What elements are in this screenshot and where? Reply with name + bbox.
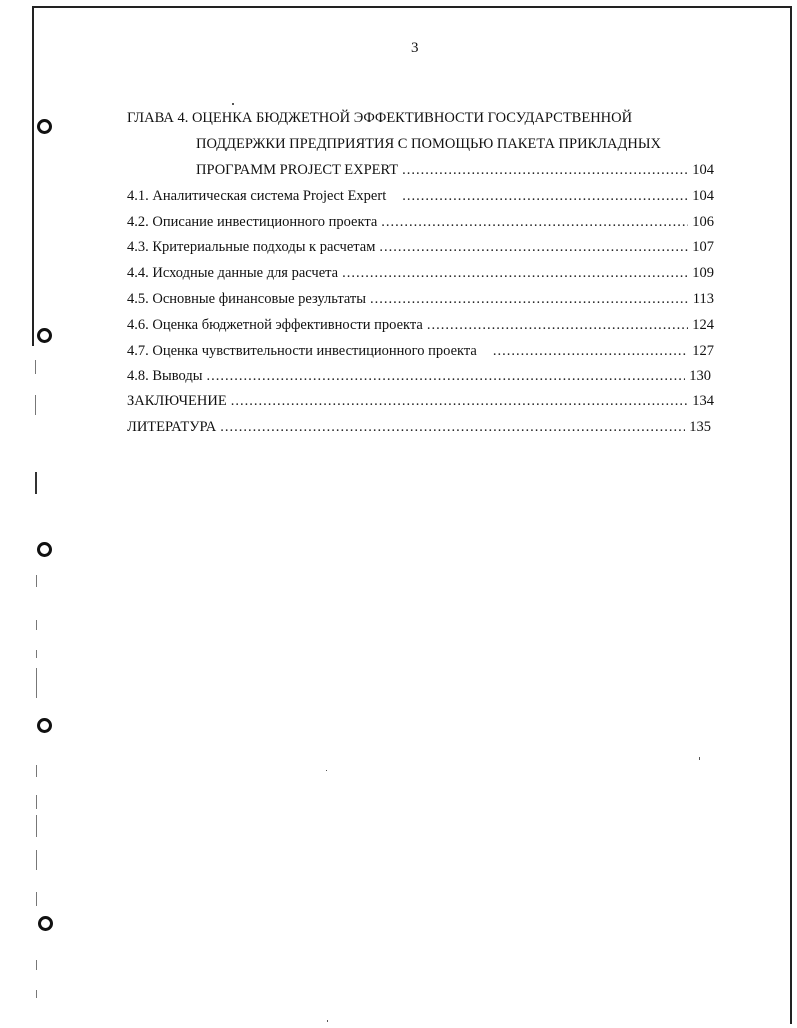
toc-entry-title: 4.5. Основные финансовые результаты (127, 291, 366, 307)
leader-dots (220, 418, 685, 436)
chapter-title-text: ПРОГРАММ PROJECT EXPERT (196, 162, 399, 178)
scan-mark (36, 668, 37, 698)
scan-mark (36, 620, 37, 630)
scan-mark (36, 960, 37, 970)
scan-mark (35, 360, 36, 374)
toc-entry-page: 127 (692, 343, 714, 359)
punch-hole-icon (37, 718, 52, 733)
toc-entry (127, 342, 714, 360)
toc-entry-title: 4.6. Оценка бюджетной эффективности проекта (127, 317, 423, 333)
scan-mark (36, 795, 37, 809)
toc-entry-page: 130 (689, 368, 711, 384)
toc-entry-page: 109 (692, 265, 714, 281)
toc-entry (127, 392, 714, 410)
toc-entry (127, 187, 714, 205)
toc-entry-title: 4.7. Оценка чувствительности инвестиционного проекта (127, 343, 477, 359)
toc-entry-title: 4.8. Выводы (127, 368, 203, 384)
scan-mark (35, 472, 37, 494)
toc-entry (127, 418, 711, 436)
toc-entry-page: 107 (692, 239, 714, 255)
scan-border-left (32, 6, 34, 346)
chapter-title-line-1: ГЛАВА 4. ОЦЕНКА БЮДЖЕТНОЙ ЭФФЕКТИВНОСТИ ГОСУДАРСТВЕННОЙ (127, 110, 633, 126)
chapter-title-line-3 (196, 161, 714, 179)
scan-mark (36, 765, 37, 777)
toc-entry (127, 238, 714, 256)
toc-entry-title: ЛИТЕРАТУРА (127, 419, 217, 435)
punch-hole-icon (37, 542, 52, 557)
toc-entry (127, 316, 714, 334)
punch-hole-icon (38, 916, 53, 931)
scan-mark (36, 990, 37, 998)
toc-entry-title: 4.2. Описание инвестиционного проекта (127, 214, 378, 230)
toc-entry (127, 367, 711, 385)
scan-mark (36, 892, 37, 906)
leader-dots (379, 238, 688, 256)
page-number: 3 (411, 40, 419, 56)
chapter-page-number: 104 (692, 162, 714, 178)
toc-entry-page: 124 (692, 317, 714, 333)
toc-entry-page: 104 (692, 188, 714, 204)
chapter-title-line-2: ПОДДЕРЖКИ ПРЕДПРИЯТИЯ С ПОМОЩЬЮ ПАКЕТА ПРИКЛАДНЫХ (196, 136, 662, 152)
toc-entry (127, 290, 714, 308)
leader-dots (427, 316, 688, 334)
leader-dots (370, 290, 689, 308)
toc-entry-page: 135 (689, 419, 711, 435)
scan-border-right (790, 6, 792, 1024)
punch-hole-icon (37, 119, 52, 134)
scan-mark (36, 575, 37, 587)
scan-mark (36, 650, 37, 658)
scan-mark (35, 395, 36, 415)
toc-entry-title: 4.1. Аналитическая система Project Expert (127, 188, 387, 204)
toc-entry-page: 113 (692, 291, 714, 307)
scan-mark (36, 815, 37, 837)
toc-entry-title: 4.3. Критериальные подходы к расчетам (127, 239, 376, 255)
leader-dots (402, 161, 688, 179)
leader-dots (493, 342, 688, 360)
leader-dots (231, 392, 689, 410)
leader-dots (381, 213, 688, 231)
scan-speck (232, 103, 234, 105)
leader-dots (342, 264, 688, 282)
toc-entry (127, 213, 714, 231)
toc-entry-title: ЗАКЛЮЧЕНИЕ (127, 393, 227, 409)
leader-dots (207, 367, 686, 385)
punch-hole-icon (37, 328, 52, 343)
scan-speck (327, 1020, 328, 1022)
toc-entry-page: 134 (692, 393, 714, 409)
toc-entry (127, 264, 714, 282)
scan-border-top (33, 6, 791, 8)
scan-mark (36, 850, 37, 870)
toc-entry-title: 4.4. Исходные данные для расчета (127, 265, 339, 281)
leader-dots (402, 187, 688, 205)
scan-speck (326, 770, 327, 771)
toc-entry-page: 106 (692, 214, 714, 230)
scan-speck (699, 757, 700, 760)
